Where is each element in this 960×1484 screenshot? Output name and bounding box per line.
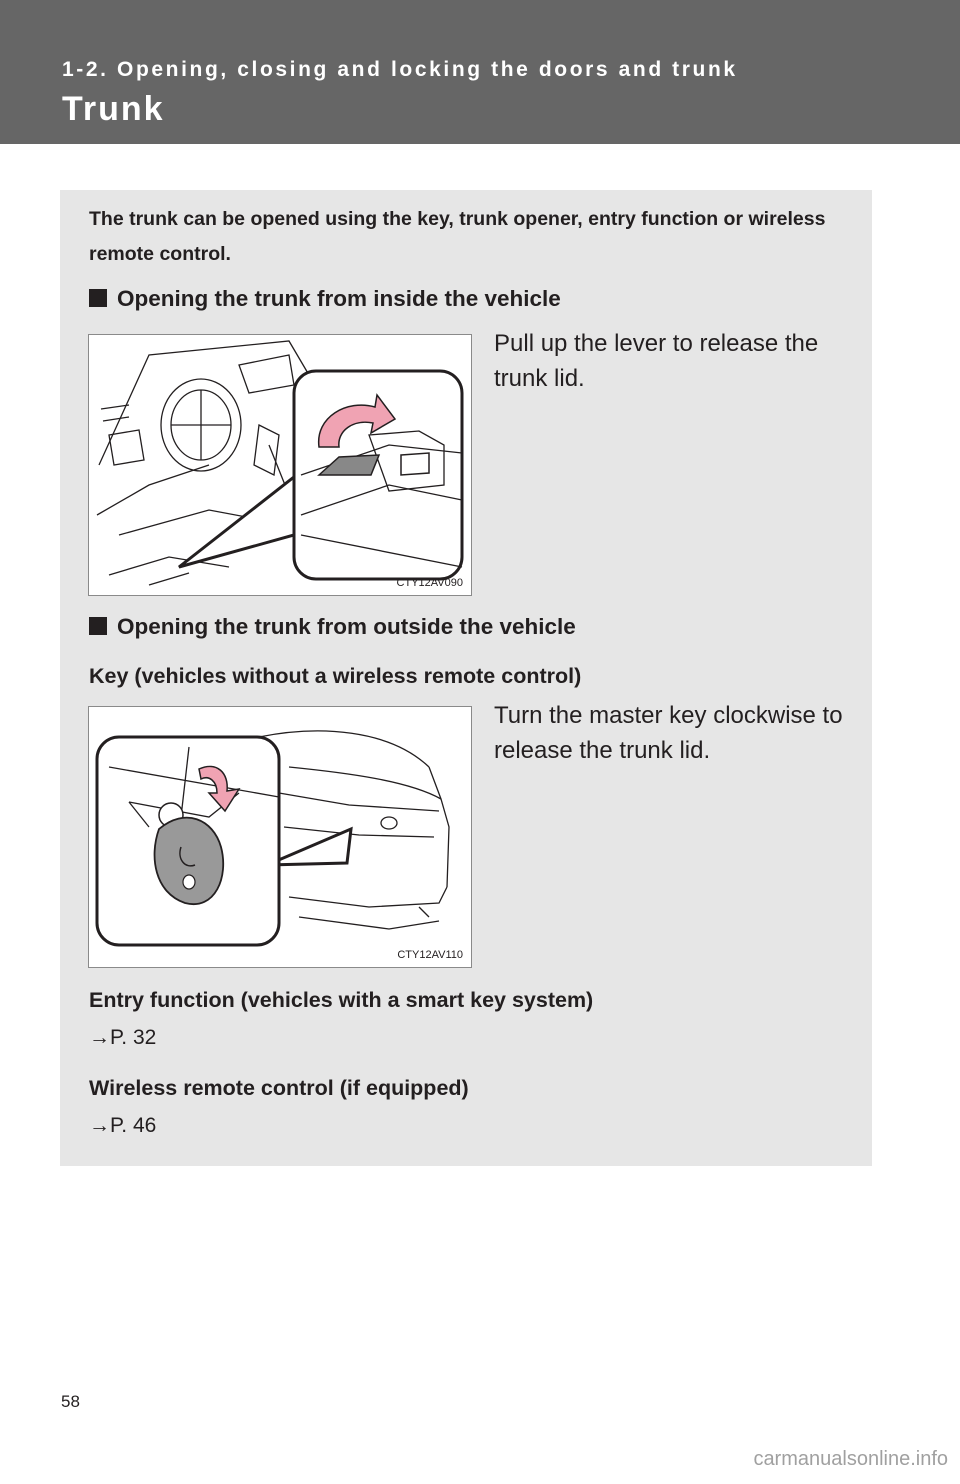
figure-trunk-opener-lever [88, 334, 472, 596]
wireless-remote-page-ref[interactable]: →P. 46 [89, 1114, 157, 1137]
heading-inside-label: Opening the trunk from inside the vehicle [117, 286, 561, 311]
intro-text: The trunk can be opened using the key, trunk opener, entry function or wireless remote control. [89, 208, 826, 265]
figure-code: CTY12AV090 [396, 577, 463, 589]
heading-inside-vehicle [89, 286, 561, 312]
interior-lever-illustration [89, 335, 472, 596]
inside-description: Pull up the lever to release the trunk lid. [494, 330, 819, 392]
page-title: Trunk [62, 90, 165, 128]
entry-function-page-ref[interactable]: →P. 32 [89, 1026, 157, 1049]
page-number: 58 [61, 1392, 80, 1411]
key-cylinder-illustration [89, 707, 472, 968]
entry-function-label: Entry function (vehicles with a smart key system) [89, 988, 594, 1012]
heading-outside-vehicle [89, 614, 576, 640]
figure-master-key [88, 706, 472, 968]
wireless-remote-label: Wireless remote control (if equipped) [89, 1076, 469, 1100]
figure-code: CTY12AV110 [397, 949, 463, 961]
square-bullet-icon [89, 289, 107, 307]
section-title: 1-2. Opening, closing and locking the doors and trunk [62, 58, 738, 81]
heading-outside-label: Opening the trunk from outside the vehicle [117, 614, 576, 639]
key-subheading: Key (vehicles without a wireless remote control) [89, 664, 582, 688]
page-header [0, 0, 960, 144]
outside-description: Turn the master key clockwise to release the trunk lid. [494, 702, 843, 764]
watermark: carmanualsonline.info [753, 1448, 948, 1470]
square-bullet-icon [89, 617, 107, 635]
